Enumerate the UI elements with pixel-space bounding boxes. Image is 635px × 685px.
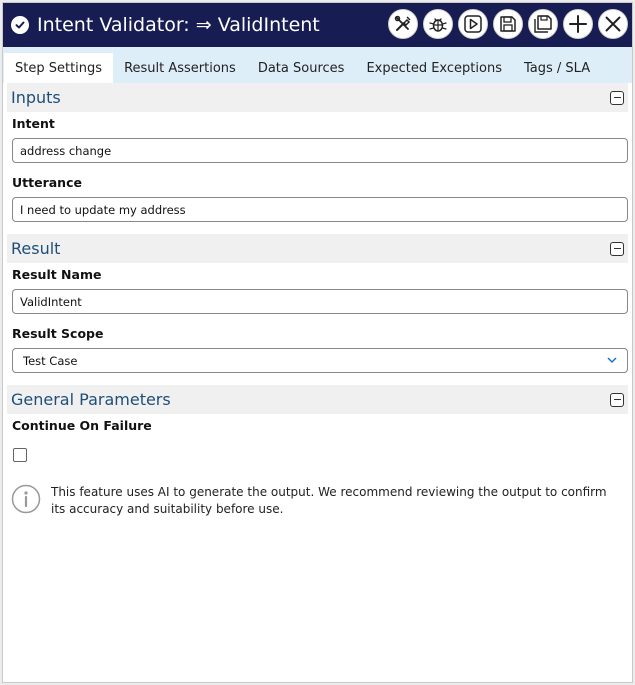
result-section-title: Result (11, 239, 61, 258)
tab-data-sources[interactable]: Data Sources (257, 60, 345, 76)
minus-icon (614, 399, 621, 401)
debug-button[interactable] (423, 9, 453, 39)
minus-icon (614, 97, 621, 99)
tab-expected-exceptions[interactable]: Expected Exceptions (366, 60, 502, 76)
tools-icon (392, 13, 414, 35)
result-scope-value: Test Case (23, 353, 78, 368)
result-section-header (7, 234, 628, 263)
continue-on-failure-label: Continue On Failure (12, 418, 152, 433)
run-button[interactable] (458, 9, 488, 39)
toolbar (388, 9, 628, 39)
ai-disclaimer-text: This feature uses AI to generate the output. We recommend reviewing the output to confirm its accuracy and suitability before use. (51, 485, 607, 516)
add-icon (567, 13, 589, 35)
result-name-input[interactable] (12, 289, 628, 314)
minus-icon (614, 248, 621, 250)
info-icon (11, 484, 41, 514)
general-section-header (7, 385, 628, 414)
tab-result-assertions[interactable]: Result Assertions (124, 60, 236, 76)
add-button[interactable] (563, 9, 593, 39)
step-settings-panel (7, 83, 628, 518)
play-icon (462, 13, 484, 35)
general-collapse-button[interactable] (610, 393, 624, 407)
general-section-title: General Parameters (11, 390, 171, 409)
utterance-label: Utterance (12, 175, 82, 190)
save-all-button[interactable] (528, 9, 558, 39)
ai-disclaimer (11, 484, 628, 518)
utterance-input[interactable] (12, 197, 628, 222)
window-title: Intent Validator: ⇒ ValidIntent (37, 14, 320, 36)
close-icon (602, 13, 624, 35)
intent-input[interactable] (12, 138, 628, 163)
continue-on-failure-checkbox[interactable] (13, 448, 27, 462)
inputs-section-title: Inputs (11, 88, 61, 107)
check-circle-icon (11, 16, 29, 34)
result-scope-label: Result Scope (12, 326, 104, 341)
save-icon (497, 13, 519, 35)
title-bar (3, 3, 632, 47)
inputs-collapse-button[interactable] (610, 91, 624, 105)
close-button[interactable] (598, 9, 628, 39)
tools-button[interactable] (388, 9, 418, 39)
save-all-icon (532, 13, 554, 35)
chevron-down-icon (607, 357, 617, 364)
result-scope-select[interactable] (12, 348, 628, 373)
result-name-label: Result Name (12, 267, 102, 282)
inputs-section-header (7, 83, 628, 112)
tab-bar (3, 47, 632, 83)
app-window (2, 2, 633, 683)
tab-step-settings[interactable]: Step Settings (4, 53, 113, 83)
tab-tags-sla[interactable]: Tags / SLA (523, 60, 591, 76)
save-button[interactable] (493, 9, 523, 39)
intent-label: Intent (12, 116, 55, 131)
debug-bug-icon (427, 13, 449, 35)
result-collapse-button[interactable] (610, 242, 624, 256)
